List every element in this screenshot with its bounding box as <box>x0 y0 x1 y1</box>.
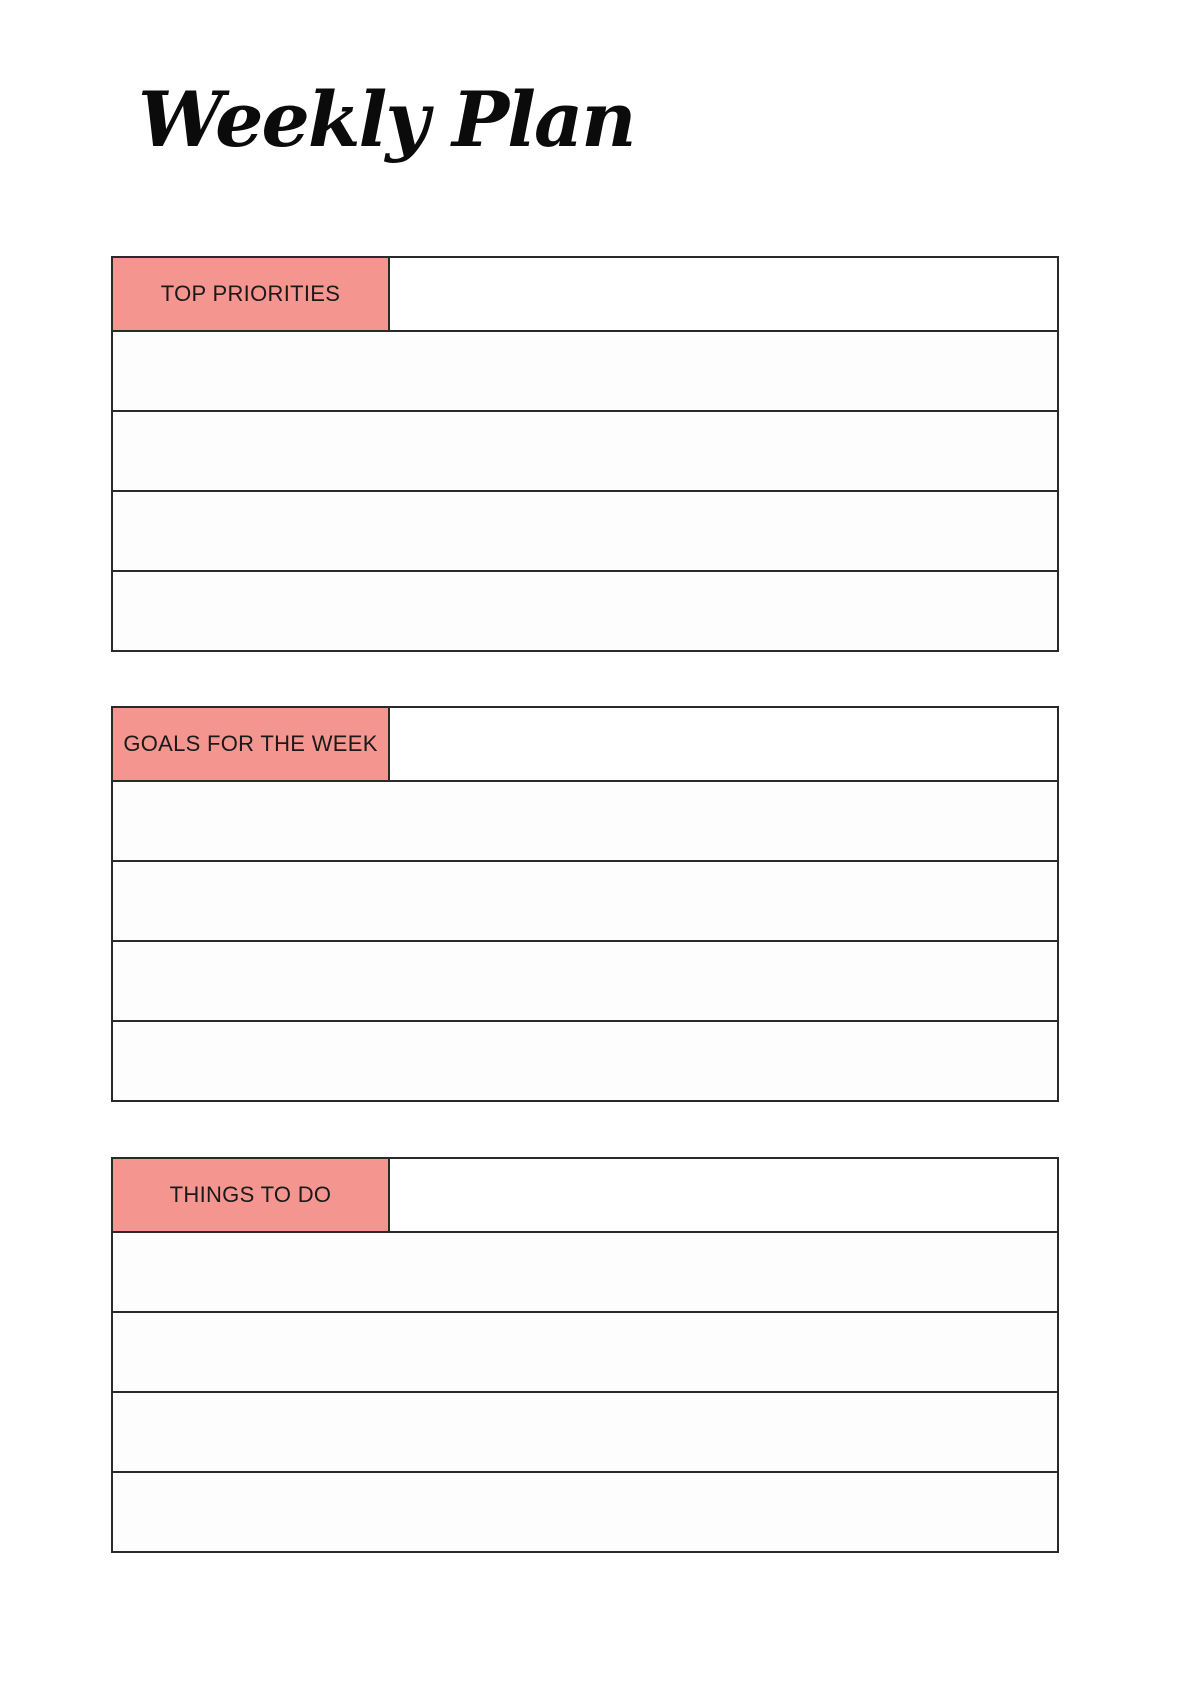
writing-line[interactable] <box>113 492 1057 572</box>
section-label: THINGS TO DO <box>169 1182 332 1207</box>
writing-line[interactable] <box>113 782 1057 862</box>
writing-line[interactable] <box>113 1473 1057 1551</box>
writing-line[interactable] <box>113 1233 1057 1313</box>
section-header <box>113 708 1057 782</box>
section-header-field[interactable] <box>390 1159 1057 1231</box>
section-things-to-do <box>111 1157 1059 1553</box>
writing-line[interactable] <box>113 942 1057 1022</box>
section-label: TOP PRIORITIES <box>160 281 341 306</box>
section-label-box <box>113 1159 390 1231</box>
writing-line[interactable] <box>113 332 1057 412</box>
section-label-box <box>113 708 390 780</box>
writing-line[interactable] <box>113 862 1057 942</box>
writing-line[interactable] <box>113 1022 1057 1100</box>
page-title: Weekly Plan <box>138 75 635 164</box>
section-header <box>113 258 1057 332</box>
writing-line[interactable] <box>113 1393 1057 1473</box>
section-top-priorities <box>111 256 1059 652</box>
writing-line[interactable] <box>113 572 1057 650</box>
section-header <box>113 1159 1057 1233</box>
writing-line[interactable] <box>113 412 1057 492</box>
section-label: GOALS FOR THE WEEK <box>123 731 378 756</box>
section-header-field[interactable] <box>390 708 1057 780</box>
writing-line[interactable] <box>113 1313 1057 1393</box>
section-header-field[interactable] <box>390 258 1057 330</box>
section-label-box <box>113 258 390 330</box>
section-goals-for-the-week <box>111 706 1059 1102</box>
